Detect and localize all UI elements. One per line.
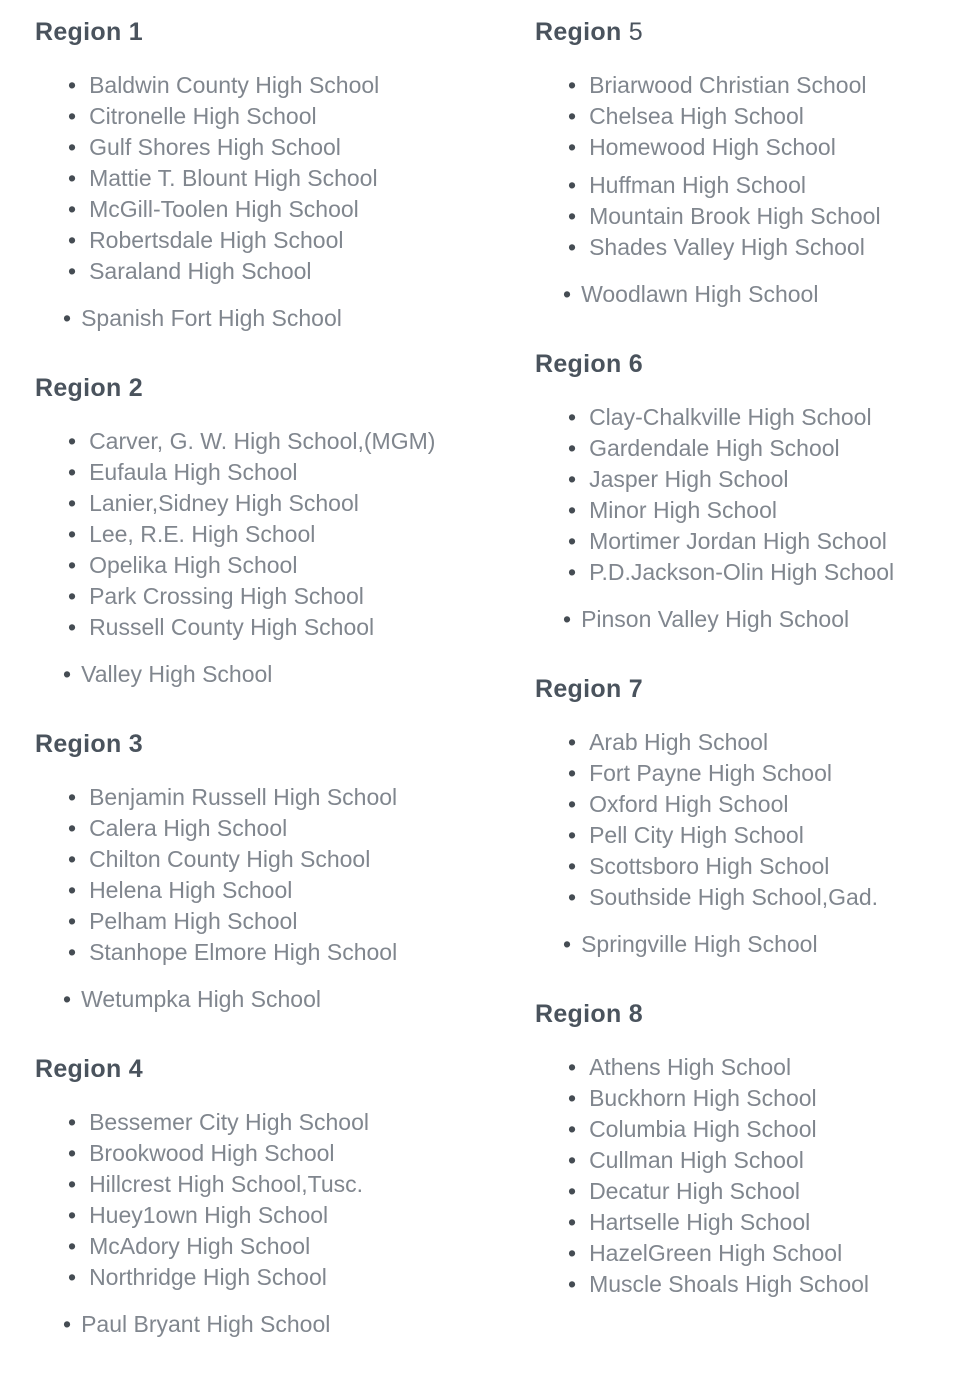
school-name: Southside High School,Gad. xyxy=(589,884,879,910)
bullet-icon: • xyxy=(568,729,577,755)
school-name: Saraland High School xyxy=(89,258,312,284)
region-section xyxy=(35,374,535,690)
bullet-icon: • xyxy=(568,1085,577,1111)
bullet-icon: • xyxy=(568,134,577,160)
school-name: Cullman High School xyxy=(589,1147,804,1173)
school-list-item xyxy=(568,557,980,588)
school-name: Citronelle High School xyxy=(89,103,317,129)
school-name: Homewood High School xyxy=(589,134,836,160)
school-name: Benjamin Russell High School xyxy=(89,784,398,810)
school-name: Columbia High School xyxy=(589,1116,817,1142)
school-name: Baldwin County High School xyxy=(89,72,380,98)
school-list-item xyxy=(68,426,535,457)
bullet-icon: • xyxy=(568,1240,577,1266)
school-list-item xyxy=(568,132,980,163)
school-name: Mortimer Jordan High School xyxy=(589,528,887,554)
school-list-item xyxy=(63,303,535,334)
school-list xyxy=(535,170,980,263)
school-name: Pell City High School xyxy=(589,822,804,848)
school-list-item xyxy=(568,170,980,201)
school-name: Huffman High School xyxy=(589,172,806,198)
school-list-item xyxy=(68,163,535,194)
bullet-icon: • xyxy=(568,234,577,260)
bullet-icon: • xyxy=(568,404,577,430)
school-name: Pelham High School xyxy=(89,908,298,934)
school-list-item xyxy=(568,1207,980,1238)
school-list xyxy=(35,70,535,287)
school-name: Hartselle High School xyxy=(589,1209,811,1235)
bullet-icon: • xyxy=(568,466,577,492)
bullet-icon: • xyxy=(568,884,577,910)
school-list xyxy=(35,303,535,334)
bullet-icon: • xyxy=(63,305,72,331)
school-list-item xyxy=(68,1262,535,1293)
school-name: Mattie T. Blount High School xyxy=(89,165,378,191)
school-list-item xyxy=(68,1138,535,1169)
school-list-item xyxy=(68,132,535,163)
school-list-item xyxy=(568,1238,980,1269)
school-list-item xyxy=(68,813,535,844)
school-list xyxy=(535,70,980,163)
region-section xyxy=(35,1055,535,1340)
bullet-icon: • xyxy=(68,846,77,872)
school-name: Arab High School xyxy=(589,729,769,755)
bullet-icon: • xyxy=(568,760,577,786)
school-name: Buckhorn High School xyxy=(589,1085,817,1111)
school-name: Gulf Shores High School xyxy=(89,134,341,160)
region-heading xyxy=(35,1055,535,1083)
school-list-item xyxy=(568,495,980,526)
bullet-icon: • xyxy=(68,552,77,578)
school-list xyxy=(535,604,980,635)
bullet-icon: • xyxy=(63,986,72,1012)
school-name: Jasper High School xyxy=(589,466,789,492)
school-list-item xyxy=(68,906,535,937)
school-name: Chelsea High School xyxy=(589,103,804,129)
school-list-item xyxy=(63,1309,535,1340)
school-list-item xyxy=(568,851,980,882)
bullet-icon: • xyxy=(68,227,77,253)
school-list xyxy=(35,984,535,1015)
school-name: Chilton County High School xyxy=(89,846,371,872)
school-list-item xyxy=(568,1176,980,1207)
school-name: Clay-Chalkville High School xyxy=(589,404,872,430)
bullet-icon: • xyxy=(68,908,77,934)
school-list xyxy=(535,402,980,588)
bullet-icon: • xyxy=(63,661,72,687)
school-list xyxy=(35,782,535,968)
bullet-icon: • xyxy=(568,1271,577,1297)
school-name: Woodlawn High School xyxy=(581,281,819,307)
school-list xyxy=(35,1309,535,1340)
school-list-item xyxy=(563,929,980,960)
bullet-icon: • xyxy=(68,877,77,903)
region-heading xyxy=(535,18,980,46)
region-heading-text: Region 6 xyxy=(535,350,643,378)
school-list-item xyxy=(68,194,535,225)
school-list-item xyxy=(568,820,980,851)
school-list-item xyxy=(568,201,980,232)
bullet-icon: • xyxy=(568,559,577,585)
school-name: Pinson Valley High School xyxy=(581,606,850,632)
school-name: Spanish Fort High School xyxy=(81,305,342,331)
school-list-item xyxy=(568,727,980,758)
school-name: Wetumpka High School xyxy=(81,986,321,1012)
school-name: Huey1own High School xyxy=(89,1202,329,1228)
school-name: Fort Payne High School xyxy=(589,760,832,786)
school-list-item xyxy=(568,1114,980,1145)
bullet-icon: • xyxy=(563,606,572,632)
region-section xyxy=(35,730,535,1015)
region-section xyxy=(535,350,980,635)
bullet-icon: • xyxy=(568,172,577,198)
bullet-icon: • xyxy=(568,435,577,461)
school-name: Valley High School xyxy=(81,661,273,687)
school-list-item xyxy=(68,70,535,101)
school-list xyxy=(35,426,535,643)
school-list xyxy=(535,1052,980,1300)
school-name: Muscle Shoals High School xyxy=(589,1271,870,1297)
bullet-icon: • xyxy=(68,1202,77,1228)
bullet-icon: • xyxy=(568,791,577,817)
school-list-item xyxy=(568,526,980,557)
region-heading xyxy=(35,730,535,758)
bullet-icon: • xyxy=(563,931,572,957)
school-list-item xyxy=(568,1052,980,1083)
school-name: P.D.Jackson-Olin High School xyxy=(589,559,895,585)
bullet-icon: • xyxy=(68,1140,77,1166)
school-list-item xyxy=(568,1145,980,1176)
school-name: Gardendale High School xyxy=(589,435,840,461)
school-list-item xyxy=(63,984,535,1015)
school-list-item xyxy=(568,789,980,820)
region-section xyxy=(35,18,535,334)
school-name: HazelGreen High School xyxy=(589,1240,843,1266)
school-list-item xyxy=(568,1269,980,1300)
school-name: Northridge High School xyxy=(89,1264,327,1290)
bullet-icon: • xyxy=(68,1233,77,1259)
school-list-item xyxy=(68,519,535,550)
region-heading-text: Region 3 xyxy=(35,730,143,758)
school-name: Helena High School xyxy=(89,877,293,903)
region-heading xyxy=(35,18,535,46)
school-list-item xyxy=(568,464,980,495)
bullet-icon: • xyxy=(68,815,77,841)
school-list-item xyxy=(68,457,535,488)
bullet-icon: • xyxy=(568,1209,577,1235)
school-name: McAdory High School xyxy=(89,1233,311,1259)
bullet-icon: • xyxy=(563,281,572,307)
bullet-icon: • xyxy=(568,1178,577,1204)
school-name: Eufaula High School xyxy=(89,459,298,485)
school-list xyxy=(535,279,980,310)
bullet-icon: • xyxy=(63,1311,72,1337)
school-list-item xyxy=(68,1231,535,1262)
school-list-item xyxy=(68,101,535,132)
school-name: Calera High School xyxy=(89,815,288,841)
region-section xyxy=(535,675,980,960)
school-name: Lee, R.E. High School xyxy=(89,521,316,547)
bullet-icon: • xyxy=(568,528,577,554)
bullet-icon: • xyxy=(68,490,77,516)
region-heading-text: Region 2 xyxy=(35,374,143,402)
school-list xyxy=(535,727,980,913)
school-list-item xyxy=(563,604,980,635)
school-list-item xyxy=(568,101,980,132)
bullet-icon: • xyxy=(568,203,577,229)
school-name: Paul Bryant High School xyxy=(81,1311,331,1337)
school-name: Springville High School xyxy=(581,931,818,957)
school-list-item xyxy=(68,550,535,581)
bullet-icon: • xyxy=(68,103,77,129)
bullet-icon: • xyxy=(568,1147,577,1173)
school-name: Russell County High School xyxy=(89,614,375,640)
school-list-item xyxy=(68,875,535,906)
region-heading-text: Region 1 xyxy=(35,18,143,46)
school-name: Shades Valley High School xyxy=(589,234,865,260)
bullet-icon: • xyxy=(68,459,77,485)
region-heading-text: Region xyxy=(535,18,622,46)
school-list xyxy=(35,1107,535,1293)
school-list-item xyxy=(568,1083,980,1114)
bullet-icon: • xyxy=(68,72,77,98)
school-name: Bessemer City High School xyxy=(89,1109,370,1135)
region-section xyxy=(535,1000,980,1300)
school-list-item xyxy=(563,279,980,310)
region-heading xyxy=(535,350,980,378)
school-list xyxy=(35,659,535,690)
bullet-icon: • xyxy=(568,822,577,848)
bullet-icon: • xyxy=(68,258,77,284)
school-list-item xyxy=(68,937,535,968)
column-right xyxy=(535,18,980,1380)
school-list-item xyxy=(568,758,980,789)
bullet-icon: • xyxy=(568,72,577,98)
school-list xyxy=(535,929,980,960)
column-left xyxy=(35,18,535,1380)
school-list-item xyxy=(68,256,535,287)
bullet-icon: • xyxy=(68,165,77,191)
bullet-icon: • xyxy=(68,1171,77,1197)
school-name: Oxford High School xyxy=(589,791,789,817)
bullet-icon: • xyxy=(68,134,77,160)
school-name: Athens High School xyxy=(589,1054,792,1080)
school-name: Mountain Brook High School xyxy=(589,203,881,229)
school-list-item xyxy=(68,1200,535,1231)
school-list-item xyxy=(68,612,535,643)
school-name: Decatur High School xyxy=(589,1178,801,1204)
region-heading xyxy=(35,374,535,402)
school-list-item xyxy=(568,232,980,263)
region-heading xyxy=(535,675,980,703)
school-name: Minor High School xyxy=(589,497,777,523)
school-name: Robertsdale High School xyxy=(89,227,344,253)
bullet-icon: • xyxy=(568,1116,577,1142)
school-list-item xyxy=(568,882,980,913)
school-name: Opelika High School xyxy=(89,552,298,578)
region-heading-text: Region 8 xyxy=(535,1000,643,1028)
school-name: Park Crossing High School xyxy=(89,583,364,609)
bullet-icon: • xyxy=(68,939,77,965)
bullet-icon: • xyxy=(68,428,77,454)
bullet-icon: • xyxy=(68,521,77,547)
school-list-item xyxy=(68,225,535,256)
school-list-item xyxy=(568,70,980,101)
bullet-icon: • xyxy=(68,196,77,222)
bullet-icon: • xyxy=(68,583,77,609)
bullet-icon: • xyxy=(68,614,77,640)
region-heading-number: 5 xyxy=(621,18,643,46)
bullet-icon: • xyxy=(568,103,577,129)
school-name: Brookwood High School xyxy=(89,1140,335,1166)
school-list-item xyxy=(68,844,535,875)
bullet-icon: • xyxy=(68,784,77,810)
bullet-icon: • xyxy=(68,1109,77,1135)
bullet-icon: • xyxy=(568,1054,577,1080)
school-list-item xyxy=(68,1169,535,1200)
region-heading-text: Region 7 xyxy=(535,675,643,703)
school-name: Lanier,Sidney High School xyxy=(89,490,359,516)
region-heading-text: Region 4 xyxy=(35,1055,143,1083)
school-name: McGill-Toolen High School xyxy=(89,196,359,222)
school-name: Briarwood Christian School xyxy=(589,72,867,98)
region-heading xyxy=(535,1000,980,1028)
bullet-icon: • xyxy=(568,497,577,523)
bullet-icon: • xyxy=(568,853,577,879)
school-name: Hillcrest High School,Tusc. xyxy=(89,1171,364,1197)
bullet-icon: • xyxy=(68,1264,77,1290)
school-list-item xyxy=(63,659,535,690)
school-list-item xyxy=(68,782,535,813)
school-list-item xyxy=(68,488,535,519)
school-list-item xyxy=(568,402,980,433)
school-list-item xyxy=(68,581,535,612)
school-name: Scottsboro High School xyxy=(589,853,830,879)
school-list-item xyxy=(568,433,980,464)
school-name: Carver, G. W. High School,(MGM) xyxy=(89,428,436,454)
school-name: Stanhope Elmore High School xyxy=(89,939,398,965)
region-section xyxy=(535,18,980,310)
school-list-item xyxy=(68,1107,535,1138)
